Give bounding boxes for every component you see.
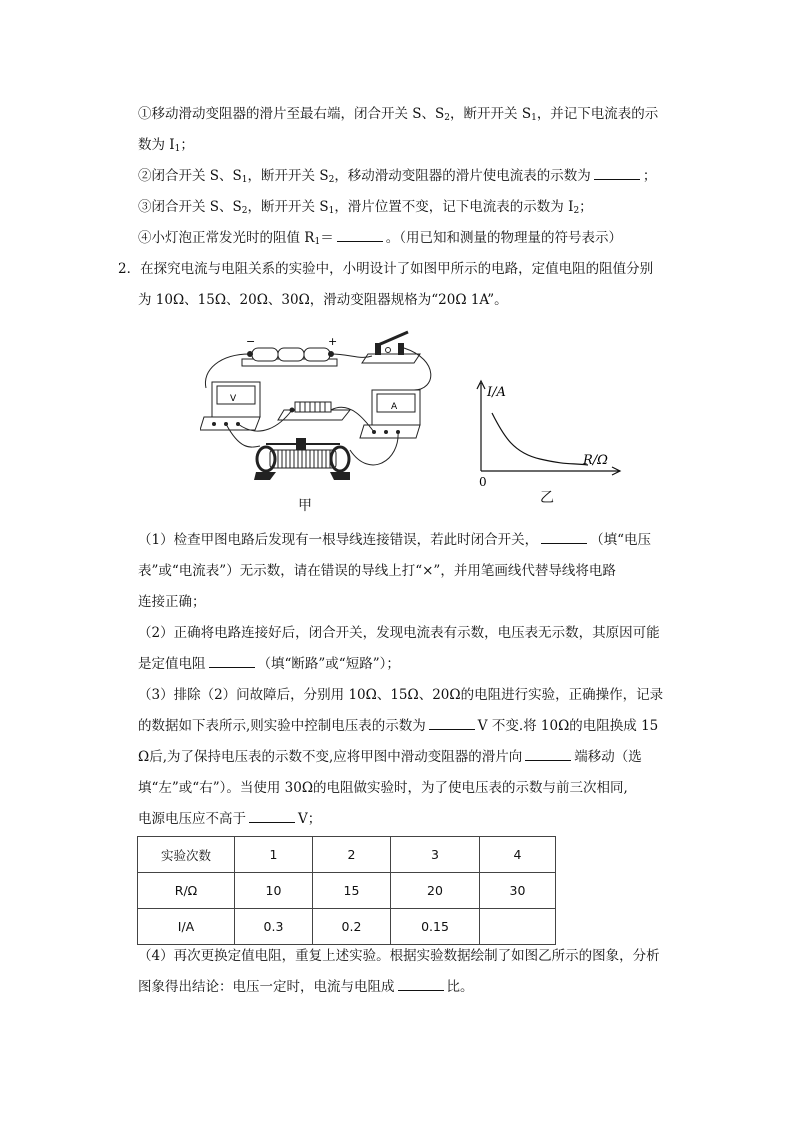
sliding-rheostat	[254, 438, 350, 480]
table-cell: 3	[391, 837, 480, 873]
part-3-line-1: （3）排除（2）问故障后，分别用 10Ω、15Ω、20Ω的电阻进行实验，正确操作，记录	[138, 687, 664, 703]
knife-switch	[362, 332, 420, 363]
table-row	[138, 837, 556, 873]
answer-blank[interactable]	[209, 654, 255, 668]
step-3-line: ③闭合开关 S、$S_2$，断开开关 $S_1$，滑片位置不变，记下电流表的示数为 $I_2$；	[138, 199, 593, 216]
answer-blank[interactable]	[594, 166, 640, 180]
table-cell: 10	[235, 873, 313, 909]
part-3-line-2: 的数据如下表所示,则实验中控制电压表的示数为 V 不变.将 10Ω的电阻换成 15	[138, 718, 659, 734]
q2-intro-line-1: 2．在探究电流与电阻关系的实验中，小明设计了如图甲所示的电路，定值电阻的阻值分别	[118, 261, 654, 277]
part-4-line-1: （4）再次更换定值电阻，重复上述实验。根据实验数据绘制了如图乙所示的图象，分析	[138, 948, 660, 964]
part-1-line-1: （1）检查甲图电路后发现有一根导线连接错误，若此时闭合开关， （填“电压	[138, 532, 651, 548]
part-1-line-3: 连接正确；	[138, 594, 206, 610]
ammeter-label: A	[391, 402, 398, 412]
graph-x-axis-label: R/Ω	[583, 453, 608, 468]
graph-origin-label: 0	[479, 475, 487, 489]
part-3-line-5: 电源电压应不高于 V；	[138, 811, 322, 827]
step-1-line-1: ①移动滑动变阻器的滑片至最右端，闭合开关 S、$S_2$，断开开关 $S_1$，并记下电流表的示	[138, 106, 659, 123]
table-cell: R/Ω	[138, 873, 235, 909]
inverse-curve	[492, 413, 588, 465]
table-cell: 2	[313, 837, 391, 873]
answer-blank[interactable]	[525, 747, 571, 761]
step-2-line: ②闭合开关 S、$S_1$，断开开关 $S_2$，移动滑动变阻器的滑片使电流表的示数为 ；	[138, 168, 657, 185]
table-cell: 实验次数	[138, 837, 235, 873]
table-cell: 0.3	[235, 909, 313, 945]
voltmeter	[200, 382, 260, 430]
step-4-line: ④小灯泡正常发光时的阻值 $R_1=$ 。（用已知和测量的物理量的符号表示）	[138, 230, 622, 247]
graph-y-axis-label: I/A	[487, 385, 506, 400]
answer-blank[interactable]	[541, 530, 587, 544]
fixed-resistor	[278, 402, 350, 420]
q2-intro-line-2: 为 10Ω、15Ω、20Ω、30Ω，滑动变阻器规格为“20Ω 1A”。	[138, 292, 508, 308]
part-3-line-3: Ω后,为了保持电压表的示数不变,应将甲图中滑动变阻器的滑片向 端移动（选	[138, 749, 642, 765]
data-table	[137, 836, 556, 945]
table-cell	[480, 909, 556, 945]
part-1-line-2: 表”或“电流表”）无示数，请在错误的导线上打“×”，并用笔画线代替导线将电路	[138, 563, 616, 579]
step-1-line-2: 数为 $I_1$；	[138, 137, 194, 154]
battery-plus-label: +	[328, 335, 338, 348]
part-2-line-2: 是定值电阻 （填“断路”或“短路”）；	[138, 656, 400, 672]
table-cell: I/A	[138, 909, 235, 945]
table-cell: 20	[391, 873, 480, 909]
table-cell: 1	[235, 837, 313, 873]
circuit-diagram	[200, 330, 445, 490]
part-4-line-2: 图象得出结论：电压一定时，电流与电阻成 比。	[138, 979, 474, 995]
table-cell: 4	[480, 837, 556, 873]
voltmeter-label: V	[230, 394, 237, 404]
ammeter	[360, 390, 420, 438]
table-cell: 0.2	[313, 909, 391, 945]
answer-blank[interactable]	[249, 809, 295, 823]
figure-1-caption: 甲	[298, 498, 312, 514]
battery-minus-label: −	[246, 335, 256, 348]
part-2-line-1: （2）正确将电路连接好后，闭合开关，发现电流表有示数，电压表无示数，其原因可能	[138, 625, 660, 641]
part-3-line-4: 填“左”或“右”）。当使用 30Ω的电阻做实验时，为了使电压表的示数与前三次相同,	[138, 780, 628, 796]
answer-blank[interactable]	[398, 977, 444, 991]
battery-pack	[242, 335, 337, 366]
table-cell: 15	[313, 873, 391, 909]
table-cell: 0.15	[391, 909, 480, 945]
table-row	[138, 873, 556, 909]
table-row	[138, 909, 556, 945]
table-cell: 30	[480, 873, 556, 909]
i-r-graph	[470, 375, 630, 505]
figure-2-caption: 乙	[540, 490, 554, 506]
answer-blank[interactable]	[429, 716, 475, 730]
answer-blank[interactable]	[337, 228, 383, 242]
